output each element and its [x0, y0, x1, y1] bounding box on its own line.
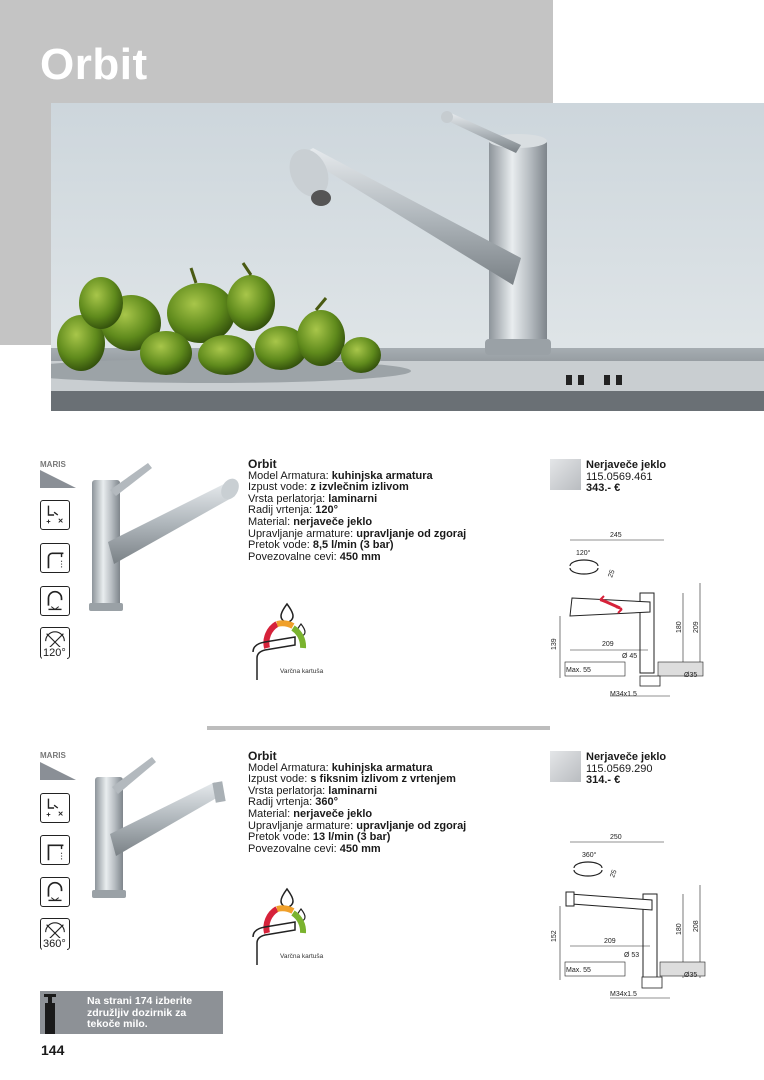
soap-dispenser-icon [40, 991, 80, 1034]
svg-text:209: 209 [693, 621, 700, 633]
svg-text:180: 180 [676, 923, 683, 935]
finish-name: Nerjaveče jeklo [586, 751, 667, 763]
section-divider [207, 726, 550, 730]
spec-row: Model Armatura: kuhinjska armatura [248, 469, 433, 482]
spec-row: Vrsta perlatorja: laminarni [248, 784, 378, 797]
brand-triangle [40, 470, 76, 488]
spec-row: Material: nerjaveče jeklo [248, 807, 373, 820]
spec-row: Povezovalne cevi: 450 mm [248, 550, 381, 563]
spec-row: Izpust vode: z izvlečnim izlivom [248, 481, 409, 494]
page-title: Orbit [40, 40, 148, 89]
svg-text:180: 180 [676, 621, 683, 633]
svg-text:208: 208 [693, 920, 700, 932]
laminar-flow-icon [40, 877, 70, 907]
svg-text:Ø 53: Ø 53 [624, 952, 640, 959]
svg-text:25: 25 [609, 868, 619, 879]
brand-label: MARIS [40, 460, 66, 469]
product-price: 314.- € [586, 774, 621, 787]
page-number: 144 [41, 1042, 65, 1058]
svg-text:Max. 55: Max. 55 [566, 667, 591, 674]
finish-swatch [550, 751, 581, 782]
cartridge-label: Varčna kartuša [280, 953, 324, 960]
eco-cartridge-icon [245, 600, 345, 685]
note-text: Na strani 174 izberite združljiv dozirnik za tekoče milo. [87, 995, 193, 1030]
spec-row: Povezovalne cevi: 450 mm [248, 842, 381, 855]
svg-text:139: 139 [551, 638, 558, 650]
product-image [80, 460, 245, 615]
svg-text:Ø35: Ø35 [684, 672, 698, 679]
laminar-flow-icon [40, 586, 70, 616]
price-box [586, 752, 706, 787]
product-name: Orbit [248, 749, 277, 763]
spec-list [248, 459, 478, 563]
rotation-badge: 360° [43, 938, 66, 950]
spray-icon [40, 793, 70, 823]
svg-text:245: 245 [610, 532, 622, 539]
svg-text:M34x1.5: M34x1.5 [610, 691, 637, 698]
svg-text:Ø35: Ø35 [684, 972, 698, 979]
svg-text:Ø 45: Ø 45 [622, 653, 638, 660]
rotation-icon [40, 918, 70, 950]
svg-text:Max. 55: Max. 55 [566, 967, 591, 974]
svg-text:250: 250 [610, 834, 622, 841]
svg-text:209: 209 [602, 641, 614, 648]
hero-image [51, 103, 764, 411]
rotation-icon [40, 627, 70, 659]
svg-text:M34x1.5: M34x1.5 [610, 991, 637, 998]
spec-row: Upravljanje armature: upravljanje od zgoraj [248, 819, 467, 832]
spec-row: Upravljanje armature: upravljanje od zgoraj [248, 527, 467, 540]
product-price: 343.- € [586, 482, 621, 495]
spec-row: Pretok vode: 13 l/min (3 bar) [248, 831, 391, 844]
eco-cartridge-icon [245, 885, 345, 970]
spec-row: Model Armatura: kuhinjska armatura [248, 761, 433, 774]
product-image [80, 752, 245, 902]
product-code: 115.0569.290 [586, 762, 653, 775]
brand-label: MARIS [40, 751, 66, 760]
brand-triangle [40, 762, 76, 780]
spec-row: Material: nerjaveče jeklo [248, 515, 373, 528]
spec-row: Izpust vode: s fiksnim izlivom z vrtenjem [248, 773, 456, 786]
finish-swatch [550, 459, 581, 490]
spec-row: Vrsta perlatorja: laminarni [248, 492, 378, 505]
finish-name: Nerjaveče jeklo [586, 459, 667, 471]
spec-row: Pretok vode: 8,5 l/min (3 bar) [248, 539, 394, 552]
technical-drawing [540, 528, 710, 703]
svg-text:120°: 120° [576, 550, 591, 557]
product-name: Orbit [248, 457, 277, 471]
spec-row: Radij vrtenja: 360° [248, 796, 339, 809]
spec-list [248, 751, 478, 855]
svg-text:152: 152 [551, 930, 558, 942]
rotation-badge: 120° [43, 647, 66, 659]
pull-out-spray-icon [40, 500, 70, 530]
spout-icon [40, 543, 70, 573]
svg-text:360°: 360° [582, 852, 597, 859]
cartridge-label: Varčna kartuša [280, 668, 324, 675]
spout-icon [40, 835, 70, 865]
spec-row: Radij vrtenja: 120° [248, 504, 339, 517]
svg-text:25: 25 [607, 568, 617, 579]
product-code: 115.0569.461 [586, 470, 653, 483]
price-box [586, 460, 706, 495]
technical-drawing [540, 830, 710, 1005]
svg-text:209: 209 [604, 938, 616, 945]
